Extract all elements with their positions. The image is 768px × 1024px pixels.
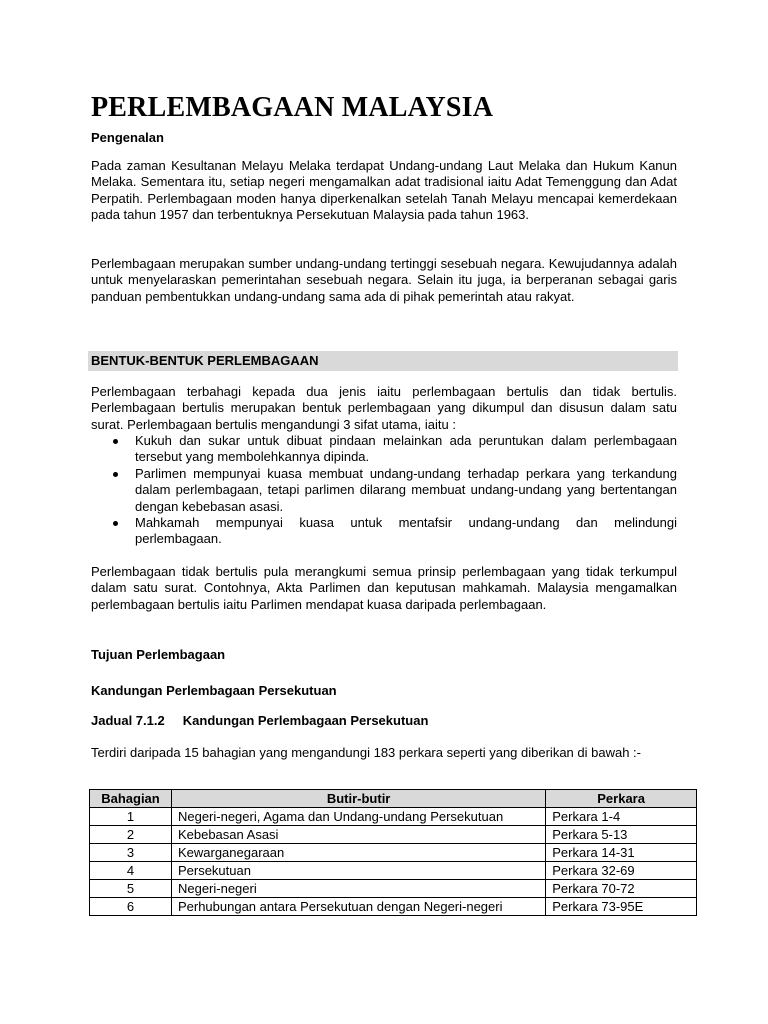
cell-perkara: Perkara 5-13	[546, 826, 697, 844]
cell-perkara: Perkara 32-69	[546, 862, 697, 880]
cell-perkara: Perkara 14-31	[546, 844, 697, 862]
table-row	[90, 880, 697, 898]
cell-bahagian: 4	[90, 862, 172, 880]
jadual-heading: Jadual 7.1.2 Kandungan Perlembagaan Persekutuan	[91, 713, 429, 728]
cell-bahagian: 6	[90, 898, 172, 916]
bullet-text: Mahkamah mempunyai kuasa untuk mentafsir undang-undang dan melindungi perlembagaan.	[135, 515, 677, 547]
table-row	[90, 808, 697, 826]
cell-butir: Negeri-negeri	[171, 880, 545, 898]
kandungan-table	[89, 789, 697, 916]
bullet-text: Parlimen mempunyai kuasa membuat undang-undang terhadap perkara yang terkandung dalam perlembagaan, tetapi parlimen dilarang membuat undang-undang yang bertentangan dengan kebebasan asasi.	[135, 465, 677, 514]
section-paragraph-2: Perlembagaan tidak bertulis pula merangkumi semua prinsip perlembagaan yang tidak terkumpul dalam satu surat. Contohnya, Akta Parlimen dan keputusan mahkamah. Malaysia mengamalkan perlembagaan bertulis iaitu Parlimen mendapat kuasa daripada perlembagaan.	[91, 564, 677, 612]
table-intro: Terdiri daripada 15 bahagian yang mengandungi 183 perkara seperti yang diberikan di bawah :-	[91, 745, 641, 760]
document-title: PERLEMBAGAAN MALAYSIA	[91, 92, 494, 123]
cell-bahagian: 3	[90, 844, 172, 862]
cell-bahagian: 5	[90, 880, 172, 898]
cell-perkara: Perkara 73-95E	[546, 898, 697, 916]
cell-butir: Persekutuan	[171, 862, 545, 880]
kandungan-heading: Kandungan Perlembagaan Persekutuan	[91, 683, 337, 698]
header-bahagian: Bahagian	[90, 790, 172, 808]
bullet-dot-icon	[113, 521, 118, 526]
cell-bahagian: 1	[90, 808, 172, 826]
bullet-text: Kukuh dan sukar untuk dibuat pindaan melainkan ada peruntukan dalam perlembagaan tersebut yang membolehkannya dipinda.	[135, 433, 677, 465]
section-heading-bar	[88, 351, 678, 371]
intro-paragraph-2: Perlembagaan merupakan sumber undang-undang tertinggi sesebuah negara. Kewujudannya adalah untuk menyelaraskan pemerintahan sesebuah negara. Selain itu juga, ia berperanan sebagai garis panduan pembentukkan undang-undang sama ada di pihak pemerintah atau rakyat.	[91, 256, 677, 304]
table-header-row	[90, 790, 697, 808]
table-row	[90, 862, 697, 880]
table-row	[90, 844, 697, 862]
cell-bahagian: 2	[90, 826, 172, 844]
intro-paragraph-1: Pada zaman Kesultanan Melayu Melaka terdapat Undang-undang Laut Melaka dan Hukum Kanun Melaka. Sementara itu, setiap negeri mengamalkan adat tradisional iaitu Adat Temenggung dan Adat Perpatih. Perlembagaan moden hanya diperkenalkan setelah Tanah Melayu mencapai kemerdekaan pada tahun 1957 dan terbentuknya Persekutuan Malaysia pada tahun 1963.	[91, 158, 677, 223]
header-perkara: Perkara	[546, 790, 697, 808]
table-row	[90, 826, 697, 844]
header-butir: Butir-butir	[171, 790, 545, 808]
tujuan-heading: Tujuan Perlembagaan	[91, 647, 226, 662]
section-heading: BENTUK-BENTUK PERLEMBAGAAN	[91, 353, 319, 368]
section-paragraph-1: Perlembagaan terbahagi kepada dua jenis iaitu perlembagaan bertulis dan tidak bertulis. Perlembagaan bertulis merupakan bentuk perlembagaan yang dikumpul dan disusun dalam satu surat. Perlembagaan bertulis mengandungi 3 sifat utama, iaitu :	[91, 384, 677, 432]
cell-butir: Negeri-negeri, Agama dan Undang-undang Persekutuan	[171, 808, 545, 826]
bullet-dot-icon	[113, 439, 118, 444]
intro-heading: Pengenalan	[91, 130, 164, 145]
bullet-item	[91, 515, 677, 548]
bullet-item	[91, 433, 677, 466]
bullet-dot-icon	[113, 472, 118, 477]
bullet-list	[91, 433, 677, 548]
cell-butir: Kebebasan Asasi	[171, 826, 545, 844]
cell-perkara: Perkara 1-4	[546, 808, 697, 826]
cell-butir: Kewarganegaraan	[171, 844, 545, 862]
cell-butir: Perhubungan antara Persekutuan dengan Negeri-negeri	[171, 898, 545, 916]
table-row	[90, 898, 697, 916]
bullet-item	[91, 466, 677, 515]
cell-perkara: Perkara 70-72	[546, 880, 697, 898]
